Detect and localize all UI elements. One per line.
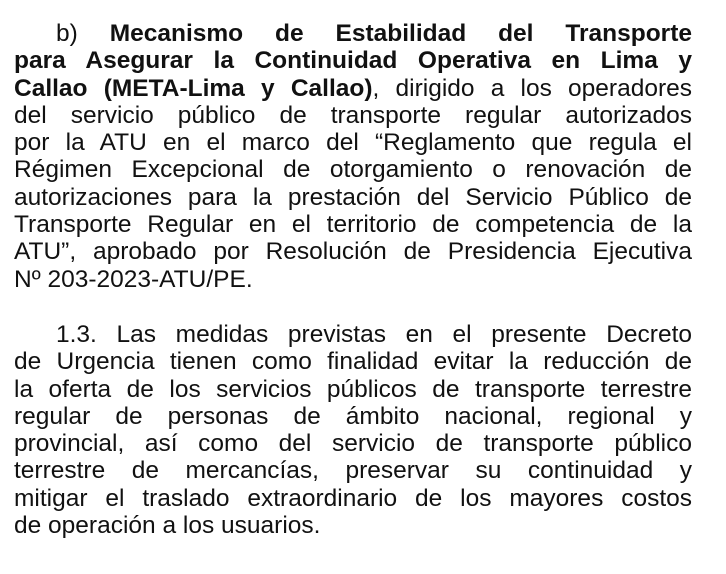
paragraph-1-3-line-5: provincial, así como del servicio de transporte público [14,430,692,458]
paragraph-b-line-3 [14,75,692,102]
paragraph-b [14,20,692,293]
paragraph-b-line-10: Nº 203-2023-ATU/PE. [14,265,253,293]
paragraph-1-3-line-7: mitigar el traslado extraordinario de los mayores costos [14,484,692,512]
paragraph-1-3-line-6: terrestre de mercancías, preservar su continuidad y [14,457,692,485]
paragraph-spacer [14,293,692,321]
paragraph-b-line-9: ATU”, aprobado por Resolución de Presidencia Ejecutiva [14,238,692,266]
paragraph-b-line-7: autorizaciones para la prestación del Servicio Público de [14,183,692,211]
paragraph-b-line-2 [14,47,692,74]
paragraph-1-3-line-3: la oferta de los servicios públicos de transporte terrestre [14,375,692,403]
paragraph-1-3-line-4: regular de personas de ámbito nacional, regional y [14,402,692,430]
paragraph-b-line-1 [14,20,692,47]
list-marker: b) [56,20,110,47]
paragraph-1-3-line-8: de operación a los usuarios. [14,512,321,540]
paragraph-b-line-6: Régimen Excepcional de otorgamiento o renovación de [14,156,692,184]
document-page [14,20,692,539]
paragraph-1-3 [14,321,692,539]
paragraph-1-3-line-2: de Urgencia tienen como finalidad evitar la reducción de [14,348,692,376]
paragraph-1-3-line-1: 1.3. Las medidas previstas en el presente Decreto [56,320,692,348]
bold-title-part-1: Mecanismo de Estabilidad del Transporte [109,20,692,47]
paragraph-b-line-5: por la ATU en el marco del “Reglamento que regula el [14,129,692,157]
bold-title-part-2: para Asegurar la Continuidad Operativa en Lima y [14,47,692,75]
paragraph-b-line-4: del servicio público de transporte regular autorizados [14,101,692,129]
bold-title-part-3: Callao (META-Lima y Callao) [14,74,373,102]
paragraph-b-text-3: , dirigido a los operadores [372,74,692,102]
paragraph-b-line-8: Transporte Regular en el territorio de competencia de la [14,211,692,239]
